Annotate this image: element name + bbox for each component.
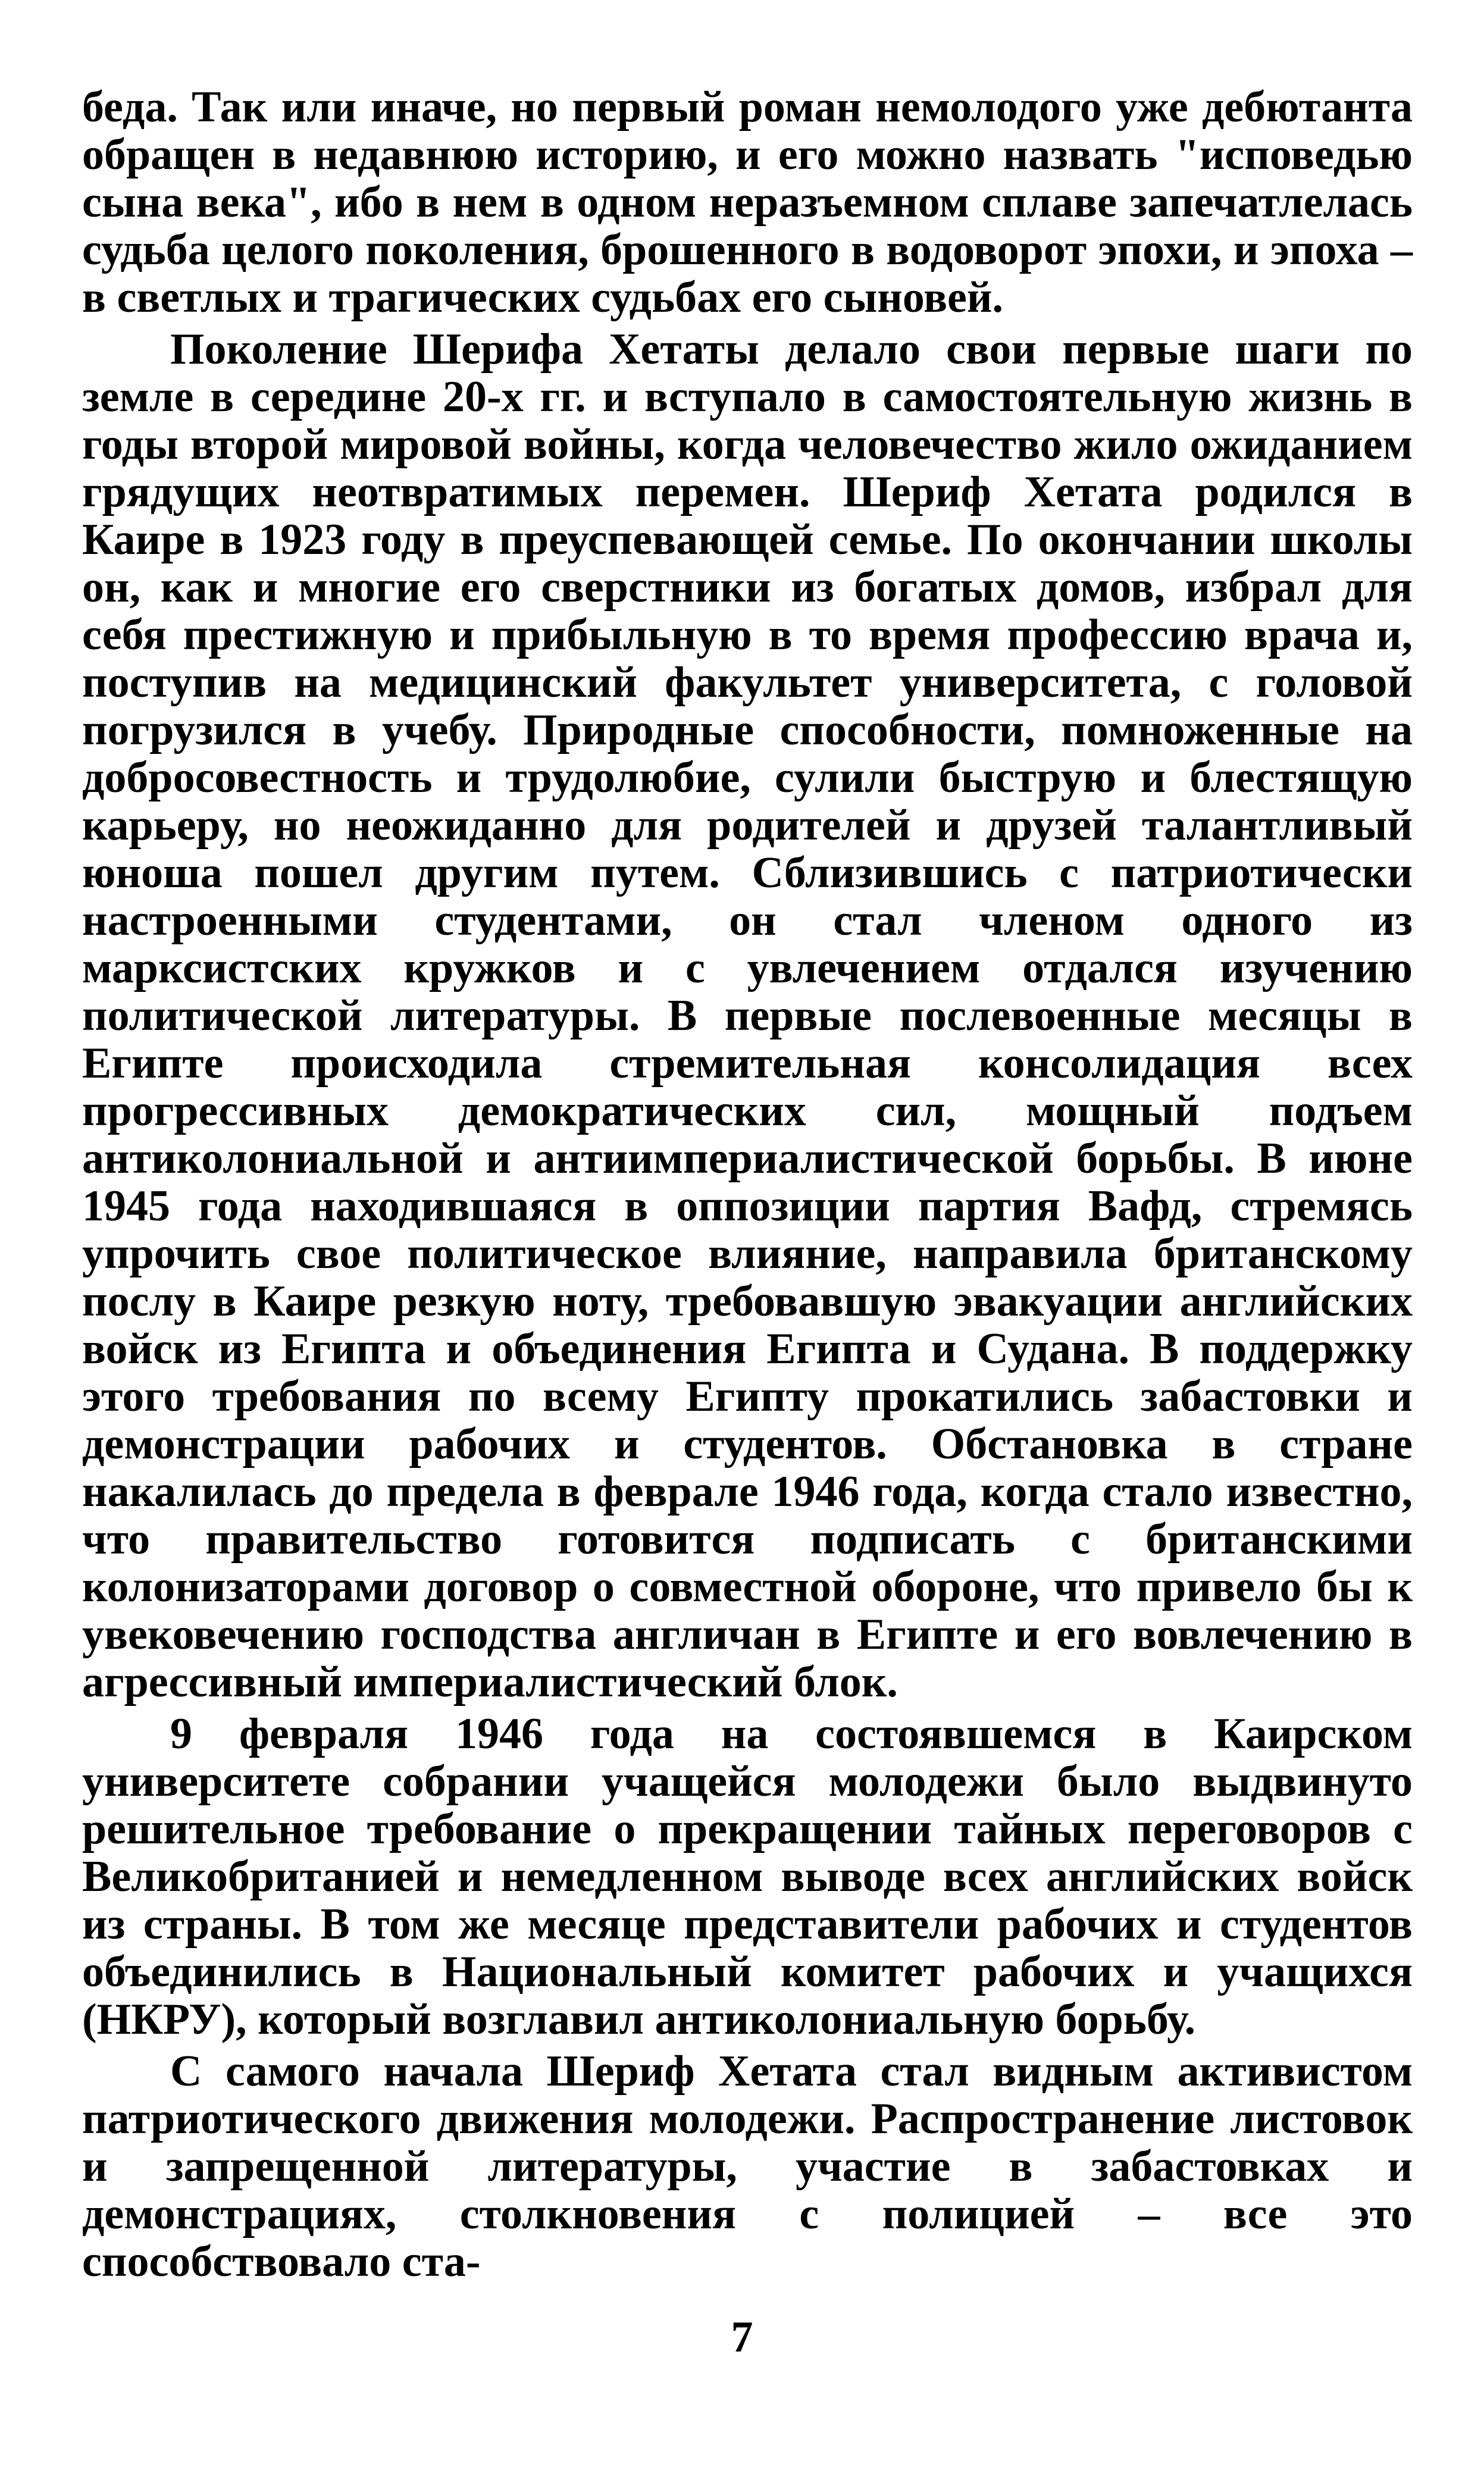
paragraph-2: Поколение Шерифа Хетаты делало свои первые шаги по земле в середине 20-х гг. и вступало в самостоятельную жизнь в годы второй мировой войны, когда человечество жило ожиданием грядущих неотвратимых перемен. Шериф Хетата родился в Каире в 1923 году в преуспевающей семье. По окончании школы он, как и многие его сверстники из богатых домов, избрал для себя престижную и прибыльную в то время профессию врача и, поступив на медицинский факультет университета, с головой погрузился в учебу. Природные способности, помноженные на добросовестность и трудолюбие, сулили быструю и блестящую карьеру, но неожиданно для родителей и друзей талантливый юноша пошел другим путем. Сблизившись с патриотически настроенными студентами, он стал членом одного из марксистских кружков и с увлечением отдался изучению политической литературы. В первые послевоенные месяцы в Египте происходила стремительная консолидация всех прогрессивных демократических сил, мощный подъем антиколониальной и антиимпериалистической борьбы. В июне 1945 года находившаяся в оппозиции партия Вафд, стремясь упрочить свое политическое влияние, направила британскому послу в Каире резкую ноту, требовавшую эвакуации английских войск из Египта и объединения Египта и Судана. В поддержку этого требования по всему Египту прокатились забастовки и демонстрации рабочих и студентов. Обстановка в стране накалилась до предела в феврале 1946 года, когда стало известно, что правительство готовится подписать с британскими колонизаторами договор о совместной обороне, что привело бы к увековечению господства англичан в Египте и его вовлечению в агрессивный империалистический блок. xyxy=(82,325,1413,1707)
page-body xyxy=(82,83,1413,2290)
paragraph-4: С самого начала Шериф Хетата стал видным активистом патриотического движения молодежи. Распространение листовок и запрещенной литературы, участие в забастовках и демонстрациях, столкновения с полицией – все это способствовало ста- xyxy=(82,2047,1413,2286)
paragraph-3: 9 февраля 1946 года на состоявшемся в Каирском университете собрании учащейся молодежи было выдвинуто решительное требование о прекращении тайных переговоров с Великобританией и немедленном выводе всех английских войск из страны. В том же месяце представители рабочих и студентов объединились в Национальный комитет рабочих и учащихся (НКРУ), который возглавил антиколониальную борьбу. xyxy=(82,1709,1413,2044)
page-number: 7 xyxy=(731,2313,753,2362)
paragraph-1: беда. Так или иначе, но первый роман немолодого уже дебютанта обращен в недавнюю историю, и его можно назвать "исповедью сына века", ибо в нем в одном неразъемном сплаве запечатлелась судьба целого поколения, брошенного в водоворот эпохи, и эпоха – в светлых и трагических судьбах его сыновей. xyxy=(82,83,1413,322)
